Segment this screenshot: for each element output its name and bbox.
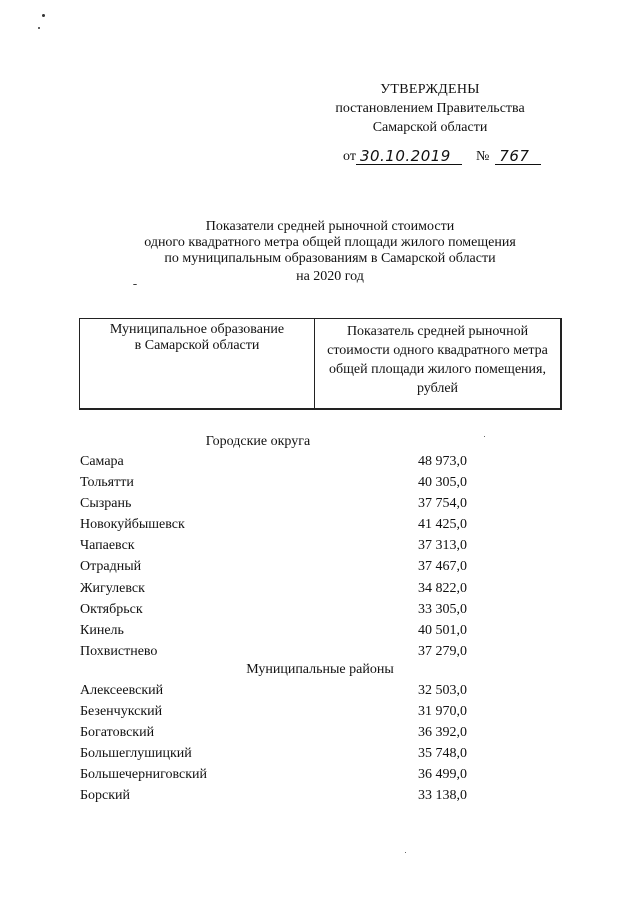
section-title-urban: Городские округа [205, 434, 311, 449]
scan-speck [484, 436, 485, 437]
table-row [80, 535, 480, 556]
row-name: Похвистнево [80, 643, 158, 659]
document-heading [100, 219, 560, 285]
decree-number: 767 [495, 148, 541, 165]
row-value: 31 970,0 [418, 704, 467, 720]
row-name: Жигулевск [80, 580, 145, 596]
row-name: Борский [80, 788, 131, 804]
row-name: Кинель [80, 622, 124, 638]
table-row [80, 680, 480, 701]
table-row [80, 451, 480, 472]
scan-speck [42, 14, 45, 17]
row-value: 33 138,0 [418, 788, 467, 804]
districts-list [80, 680, 480, 807]
row-value: 34 822,0 [418, 580, 467, 596]
heading-line-1: Показатели средней рыночной стоимости [205, 219, 455, 234]
table-row [80, 764, 480, 785]
header-col2-line2: стоимости одного квадратного метра [327, 343, 548, 358]
date-prefix: от [343, 149, 356, 164]
row-name: Богатовский [80, 725, 155, 741]
header-col2-line4: рублей [416, 381, 459, 396]
table-row [80, 641, 480, 662]
row-value: 40 305,0 [418, 475, 467, 491]
row-name: Безенчукский [80, 704, 163, 720]
decree-line [343, 148, 541, 165]
table-row [80, 514, 480, 535]
heading-line-3: по муниципальным образованиям в Самарской области [164, 251, 496, 266]
row-name: Алексеевский [80, 683, 164, 698]
table-row [80, 785, 480, 806]
header-price [315, 319, 560, 408]
header-col1-line1: Муниципальное образование [109, 322, 285, 337]
table-row [80, 556, 480, 577]
row-value: 33 305,0 [418, 601, 467, 617]
table-row [80, 743, 480, 764]
row-name: Октябрьск [80, 601, 143, 617]
decree-date: 30.10.2019 [356, 148, 462, 165]
row-value: 37 313,0 [418, 538, 467, 554]
header-col1-line2: в Самарской области [134, 338, 260, 353]
row-value: 41 425,0 [418, 517, 467, 533]
row-value: 36 499,0 [418, 767, 467, 783]
table-row [80, 722, 480, 743]
row-value: 35 748,0 [418, 746, 467, 762]
row-name: Тольятти [80, 475, 134, 491]
header-municipality [80, 319, 315, 408]
row-value: 36 392,0 [418, 725, 467, 741]
table-header [79, 318, 562, 410]
heading-year: на 2020 год [296, 269, 364, 284]
approval-title: УТВЕРЖДЕНЫ [380, 82, 480, 97]
row-value: 32 503,0 [418, 683, 467, 698]
scan-speck [38, 27, 40, 29]
table-row [80, 599, 480, 620]
row-value: 37 467,0 [418, 559, 467, 575]
row-name: Сызрань [80, 496, 132, 512]
table-row [80, 701, 480, 722]
row-name: Отрадный [80, 559, 142, 575]
row-value: 48 973,0 [418, 454, 467, 469]
header-col2-line1: Показатель средней рыночной [346, 324, 529, 339]
row-name: Большеглушицкий [80, 746, 192, 762]
table-row [80, 620, 480, 641]
table-row [80, 493, 480, 514]
scan-speck [405, 852, 406, 853]
approval-line-1: постановлением Правительства [335, 101, 525, 116]
table-row [80, 472, 480, 493]
row-name: Самара [80, 454, 124, 469]
scan-speck [133, 284, 137, 285]
row-value: 37 279,0 [418, 643, 467, 659]
row-name: Новокуйбышевск [80, 517, 185, 533]
row-value: 40 501,0 [418, 622, 467, 638]
heading-line-2: одного квадратного метра общей площади жилого помещения [144, 235, 516, 250]
row-name: Большечерниговский [80, 767, 208, 783]
urban-list [80, 451, 480, 662]
number-sign: № [475, 149, 490, 164]
table-row [80, 578, 480, 599]
header-col2-line3: общей площади жилого помещения, [329, 362, 546, 377]
approval-block [320, 80, 540, 137]
row-name: Чапаевск [80, 538, 135, 554]
section-title-districts: Муниципальные районы [246, 662, 394, 677]
approval-line-2: Самарской области [372, 120, 488, 135]
row-value: 37 754,0 [418, 496, 467, 512]
